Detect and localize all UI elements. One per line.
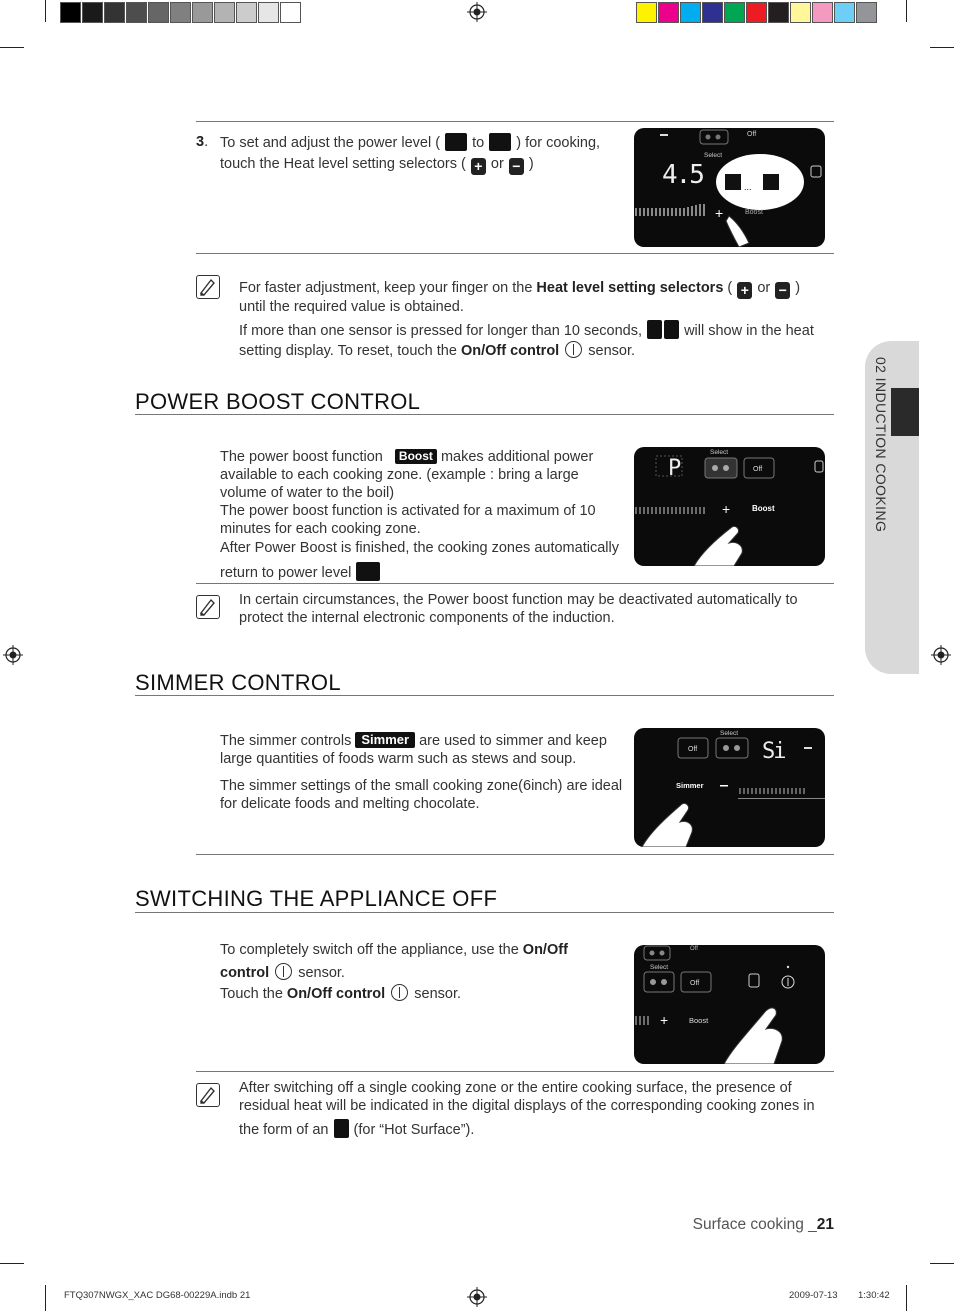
control-panel-illustration-boost [634, 447, 825, 566]
panel-drawing [634, 128, 825, 247]
calibration-swatch [258, 2, 279, 23]
lo-display-icon [445, 133, 467, 151]
svg-text:Boost: Boost [752, 504, 775, 513]
note-icon [196, 595, 220, 619]
plus-key-icon: + [737, 282, 752, 299]
calibration-swatch [236, 2, 257, 23]
divider [196, 121, 834, 122]
note1-line4: setting display. To reset, touch the On/Off control sensor. [239, 343, 636, 359]
divider [196, 583, 834, 584]
svg-text:Boost: Boost [745, 209, 763, 216]
calibration-swatch [790, 2, 811, 23]
svg-text:P: P [668, 456, 682, 481]
svg-text:Select: Select [650, 964, 669, 971]
onoff-icon [275, 963, 292, 980]
print-slug-file: FTQ307NWGX_XAC DG68-00229A.indb 21 [64, 1290, 251, 1301]
boost-note: In certain circumstances, the Power boost function may be deactivated automatically to protect the internal electronic components of the induction. [239, 592, 798, 626]
minus-key-icon: − [509, 158, 524, 175]
boost-line6: After Power Boost is finished, the cooking zones automatically [220, 540, 619, 556]
svg-text:+: + [715, 205, 724, 221]
simmer-badge: Simmer [355, 732, 415, 748]
boost-line4: The power boost function is activated for a maximum of 10 [220, 503, 596, 519]
svg-text:Boost: Boost [689, 1016, 709, 1025]
svg-text:4.5: 4.5 [662, 160, 703, 190]
crop-mark [906, 1285, 907, 1311]
panel-drawing [634, 728, 825, 847]
calibration-swatch [746, 2, 767, 23]
plus-key-icon: + [471, 158, 486, 175]
boost-line1: The power boost function Boost makes additional power [220, 449, 594, 465]
hot-surface-display-icon [334, 1119, 349, 1138]
registration-mark-icon [3, 645, 23, 665]
registration-mark-icon [467, 1287, 487, 1307]
boost-line7: return to power level [220, 562, 381, 582]
svg-text:Select: Select [720, 730, 739, 737]
calibration-swatch [170, 2, 191, 23]
registration-mark-icon [467, 2, 487, 22]
calibration-swatch [636, 2, 657, 23]
section-title-power-boost: POWER BOOST CONTROL [135, 389, 421, 414]
off-line3: Touch the On/Off control sensor. [220, 986, 461, 1002]
svg-text:Simmer: Simmer [676, 781, 704, 790]
crop-mark [930, 47, 954, 48]
control-panel-illustration-power-level [634, 128, 825, 247]
divider [135, 695, 834, 696]
svg-text:Off: Off [753, 466, 763, 473]
svg-text:Select: Select [704, 152, 723, 159]
step3-line2: touch the Heat level setting selectors ( + or − ) [220, 156, 534, 174]
note-icon [196, 1083, 220, 1107]
gray-calibration-bar [60, 2, 302, 23]
hi-display-icon [489, 133, 511, 151]
off-note-line1: After switching off a single cooking zone or the entire cooking surface, the presence of [239, 1080, 792, 1096]
simmer-line3: The simmer settings of the small cooking zone(6inch) are ideal [220, 778, 623, 794]
off-note-line3: the form of an (for “Hot Surface”). [239, 1119, 474, 1139]
calibration-swatch [148, 2, 169, 23]
calibration-swatch [126, 2, 147, 23]
calibration-swatch [104, 2, 125, 23]
panel-drawing [634, 945, 825, 1064]
note1-line3: If more than one sensor is pressed for longer than 10 seconds, will show in the heat [239, 320, 814, 340]
svg-text:+: + [722, 501, 731, 517]
crop-mark [45, 0, 46, 22]
calibration-swatch [214, 2, 235, 23]
crop-mark [0, 47, 24, 48]
chapter-tab-marker [891, 388, 919, 436]
print-slug-date: 2009-07-13 [789, 1290, 838, 1301]
calibration-swatch [82, 2, 103, 23]
calibration-swatch [834, 2, 855, 23]
hi-display-icon [356, 562, 380, 581]
calibration-swatch [280, 2, 301, 23]
control-panel-illustration-simmer [634, 728, 825, 847]
svg-text:Off: Off [690, 946, 698, 952]
divider [196, 253, 834, 254]
crop-mark [0, 1263, 24, 1264]
calibration-swatch [856, 2, 877, 23]
note-icon [196, 275, 220, 299]
calibration-swatch [702, 2, 723, 23]
note1-line2: until the required value is obtained. [239, 299, 464, 315]
note1-line1: For faster adjustment, keep your finger on the Heat level setting selectors ( + or − ) [239, 280, 801, 298]
calibration-swatch [724, 2, 745, 23]
simmer-line1: The simmer controls Simmer are used to simmer and keep [220, 732, 607, 749]
divider [135, 414, 834, 415]
off-note-line2: residual heat will be indicated in the digital displays of the corresponding cooking zones in [239, 1098, 815, 1114]
step3-line1: To set and adjust the power level ( to ) for cooking, [220, 135, 601, 151]
svg-text:+: + [660, 1012, 669, 1028]
simmer-line4: for delicate foods and melting chocolate. [220, 796, 480, 812]
svg-text:Select: Select [710, 449, 729, 456]
error-display-icon [664, 320, 679, 339]
boost-badge: Boost [395, 449, 437, 464]
minus-key-icon: − [775, 282, 790, 299]
calibration-swatch [192, 2, 213, 23]
boost-line5: minutes for each cooking zone. [220, 521, 421, 537]
chapter-tab-label: 02 INDUCTION COOKING [873, 357, 889, 533]
svg-text:Off: Off [747, 131, 757, 138]
control-panel-illustration-off [634, 945, 825, 1064]
color-calibration-bar [636, 2, 878, 23]
off-line2: control sensor. [220, 965, 345, 981]
crop-mark [45, 1285, 46, 1311]
svg-text:...: ... [744, 182, 752, 192]
calibration-swatch [60, 2, 81, 23]
panel-drawing [634, 447, 825, 566]
print-slug-time: 1:30:42 [858, 1290, 890, 1301]
svg-text:Si: Si [762, 739, 785, 764]
onoff-icon [565, 341, 582, 358]
step-number: 3. [196, 134, 209, 150]
off-line1: To completely switch off the appliance, use the On/Off [220, 942, 568, 958]
divider [196, 854, 834, 855]
svg-text:Off: Off [688, 746, 698, 753]
divider [196, 1071, 834, 1072]
calibration-swatch [658, 2, 679, 23]
svg-text:Off: Off [690, 980, 700, 987]
divider [135, 912, 834, 913]
section-title-simmer: SIMMER CONTROL [135, 670, 341, 695]
section-title-switching-off: SWITCHING THE APPLIANCE OFF [135, 886, 498, 911]
calibration-swatch [768, 2, 789, 23]
error-display-icon [647, 320, 662, 339]
registration-mark-icon [931, 645, 951, 665]
crop-mark [906, 0, 907, 22]
boost-line3: volume of water to the boil) [220, 485, 395, 501]
calibration-swatch [812, 2, 833, 23]
onoff-icon [391, 984, 408, 1001]
crop-mark [930, 1263, 954, 1264]
calibration-swatch [680, 2, 701, 23]
page-footer: Surface cooking _21 [692, 1216, 834, 1233]
boost-line2: available to each cooking zone. (example : bring a large [220, 467, 579, 483]
simmer-line2: large quantities of foods warm such as stews and soup. [220, 751, 577, 767]
